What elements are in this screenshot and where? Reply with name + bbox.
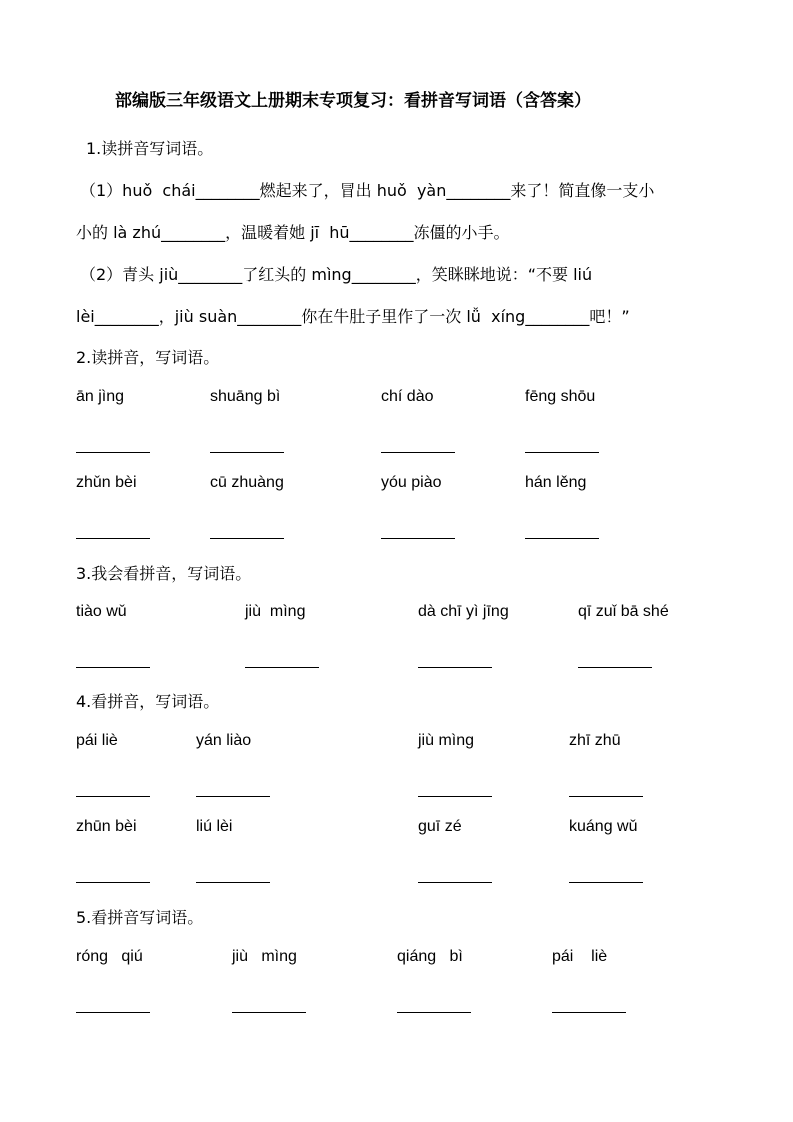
q4-pinyin-row-1	[0, 732, 793, 756]
pinyin-item: shuāng bì	[210, 388, 281, 405]
pinyin-item: jiù mìng	[418, 732, 475, 749]
pinyin-item: fēng shōu	[525, 388, 596, 405]
q4-heading: 4.看拼音，写词语。	[76, 692, 220, 711]
answer-blank[interactable]	[525, 452, 599, 453]
q1-line-4-text: lèi________，jiù suàn________你在牛肚子里作了一次 lǚ xíng________吧！”	[76, 307, 630, 326]
pinyin-item: zhūn bèi	[76, 818, 137, 835]
answer-blank[interactable]	[232, 1012, 306, 1013]
q4-answer-row-1	[0, 774, 793, 798]
q3-heading: 3.我会看拼音，写词语。	[76, 564, 252, 583]
answer-blank[interactable]	[381, 452, 455, 453]
q1-line-1-text: （1）huǒ chái________燃起来了，冒出 huǒ yàn________来了！简直像一支小	[80, 181, 655, 200]
pinyin-item: yán liào	[196, 732, 252, 749]
answer-blank[interactable]	[552, 1012, 626, 1013]
answer-blank[interactable]	[418, 882, 492, 883]
pinyin-item: chí dào	[381, 388, 434, 405]
q1-line-4	[76, 304, 630, 327]
pinyin-item: kuáng wǔ	[569, 818, 638, 835]
pinyin-item: yóu piào	[381, 474, 442, 491]
pinyin-item: qiáng bì	[397, 948, 463, 965]
pinyin-item: dà chī yì jīng	[418, 603, 509, 620]
q2-pinyin-row-2	[0, 474, 793, 498]
q5-pinyin-row-1	[0, 948, 793, 972]
q5-answer-row-1	[0, 990, 793, 1014]
answer-blank[interactable]	[76, 667, 150, 668]
answer-blank[interactable]	[76, 882, 150, 883]
pinyin-item: hán lěng	[525, 474, 587, 491]
q4-answer-row-2	[0, 860, 793, 884]
q1-line-1	[80, 178, 654, 201]
q1-line-3	[80, 262, 592, 285]
q2-heading: 2.读拼音，写词语。	[76, 348, 220, 367]
pinyin-item: róng qiú	[76, 948, 143, 965]
answer-blank[interactable]	[418, 667, 492, 668]
answer-blank[interactable]	[569, 796, 643, 797]
page-title: 部编版三年级语文上册期末专项复习：看拼音写词语（含答案）	[115, 91, 591, 111]
answer-blank[interactable]	[381, 538, 455, 539]
answer-blank[interactable]	[578, 667, 652, 668]
pinyin-item: tiào wǔ	[76, 603, 127, 620]
pinyin-item: pái liè	[76, 732, 118, 749]
pinyin-item: jiù mìng	[245, 603, 306, 620]
answer-blank[interactable]	[210, 538, 284, 539]
answer-blank[interactable]	[76, 796, 150, 797]
answer-blank[interactable]	[569, 882, 643, 883]
pinyin-item: liú lèi	[196, 818, 233, 835]
answer-blank[interactable]	[418, 796, 492, 797]
answer-blank[interactable]	[397, 1012, 471, 1013]
pinyin-item: qī zuǐ bā shé	[578, 603, 669, 620]
answer-blank[interactable]	[210, 452, 284, 453]
q1-heading: 1.读拼音写词语。	[86, 139, 214, 158]
answer-blank[interactable]	[196, 882, 270, 883]
pinyin-item: zhī zhū	[569, 732, 621, 749]
q2-answer-row-1	[0, 430, 793, 454]
pinyin-item: pái liè	[552, 948, 608, 965]
answer-blank[interactable]	[196, 796, 270, 797]
q5-heading: 5.看拼音写词语。	[76, 908, 204, 927]
q3-pinyin-row-1	[0, 603, 793, 627]
answer-blank[interactable]	[525, 538, 599, 539]
pinyin-item: guī zé	[418, 818, 462, 835]
pinyin-item: ān jìng	[76, 388, 125, 405]
pinyin-item: cū zhuàng	[210, 474, 284, 491]
pinyin-item: jiù mìng	[232, 948, 297, 965]
q2-answer-row-2	[0, 516, 793, 540]
pinyin-item: zhǔn bèi	[76, 474, 137, 491]
q4-pinyin-row-2	[0, 818, 793, 842]
q1-line-2-text: 小的 là zhú________，温暖着她 jī hū________冻僵的小手。	[76, 223, 510, 242]
q3-answer-row-1	[0, 645, 793, 669]
answer-blank[interactable]	[76, 538, 150, 539]
q1-line-3-text: （2）青头 jiù________了红头的 mìng________，笑眯眯地说：“不要 liú	[80, 265, 593, 284]
answer-blank[interactable]	[76, 1012, 150, 1013]
q1-line-2	[76, 220, 510, 243]
q2-pinyin-row-1	[0, 388, 793, 412]
answer-blank[interactable]	[245, 667, 319, 668]
answer-blank[interactable]	[76, 452, 150, 453]
